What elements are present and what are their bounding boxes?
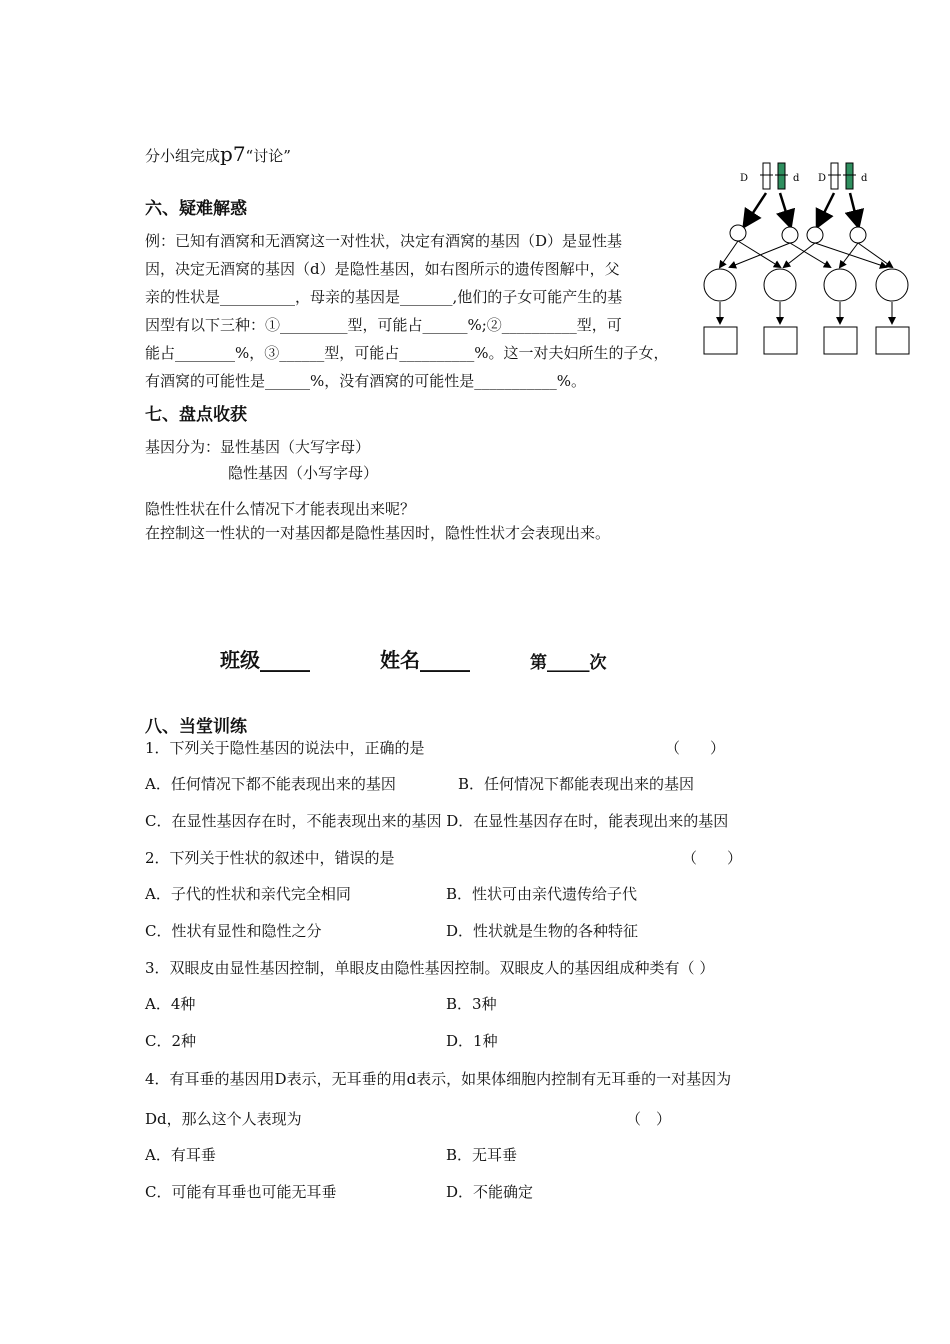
- q2-option-d: D．性状就是生物的各种特征: [446, 922, 639, 940]
- attempt-field-label: 第_____次: [530, 653, 607, 673]
- section7-line-1: 基因分为：显性基因（大写字母）: [145, 438, 371, 456]
- father-chromosome-pair: [740, 163, 800, 189]
- q4-option-b: B．无耳垂: [446, 1146, 518, 1164]
- section6-line-5: 能占________%，③______型，可能占__________%。这一对夫妇所生的子女，: [145, 344, 669, 362]
- gametes: [730, 225, 866, 243]
- page-reference: p7: [220, 142, 246, 166]
- section7-line-2: 隐性基因（小写字母）: [228, 464, 379, 482]
- inheritance-diagram-svg: [700, 155, 920, 365]
- section6-line-1: 例：已知有酒窝和无酒窝这一对性状，决定有酒窝的基因（D）是显性基: [145, 232, 623, 250]
- q2-option-b: B．性状可由亲代遗传给子代: [446, 885, 638, 903]
- section7-line-4: 在控制这一性状的一对基因都是隐性基因时，隐性性状才会表现出来。: [145, 524, 611, 542]
- section7-line-3: 隐性性状在什么情况下才能表现出来呢？: [145, 500, 416, 518]
- q1-option-a: A．任何情况下都不能表现出来的基因: [145, 775, 396, 793]
- father-gene-d: d: [793, 173, 800, 184]
- q4-option-d: D．不能确定: [446, 1183, 534, 1201]
- q1-answer-bracket: （ ）: [665, 739, 726, 757]
- section6-line-2: 因，决定无酒窝的基因（d）是隐性基因，如右图所示的遗传图解中，父: [145, 260, 620, 278]
- mother-gene-D: D: [818, 173, 827, 184]
- q2-answer-bracket: （ ）: [682, 849, 743, 867]
- q1-stem: 1．下列关于隐性基因的说法中，正确的是: [145, 739, 425, 757]
- q3-stem: 3．双眼皮由显性基因控制，单眼皮由隐性基因控制。双眼皮人的基因组成种类有（ ）: [145, 959, 715, 977]
- q2-stem: 2．下列关于性状的叙述中，错误的是: [145, 849, 395, 867]
- intro-line: [145, 142, 291, 166]
- q3-option-c: C．2种: [145, 1032, 197, 1050]
- q2-option-c: C．性状有显性和隐性之分: [145, 922, 322, 940]
- q3-option-d: D．1种: [446, 1032, 498, 1050]
- section8-title: 八、当堂训练: [145, 717, 247, 737]
- q4-option-c: C．可能有耳垂也可能无耳垂: [145, 1183, 337, 1201]
- section6-title: 六、疑难解惑: [145, 199, 247, 219]
- father-gene-D: D: [740, 173, 749, 184]
- section6-line-4: 因型有以下三种：①_________型，可能占______%;②__________型，可: [145, 316, 622, 334]
- section6-line-3: 亲的性状是__________，母亲的基因是_______,他们的子女可能产生的基: [145, 288, 623, 306]
- q4-stem-line-1: 4．有耳垂的基因用D表示，无耳垂的用d表示，如果体细胞内控制有无耳垂的一对基因为: [145, 1070, 732, 1088]
- q1-option-cd: C．在显性基因存在时，不能表现出来的基因 D．在显性基因存在时，能表现出来的基因: [145, 812, 729, 830]
- intro-discussion: “讨论”: [245, 147, 291, 165]
- q3-option-b: B．3种: [446, 995, 497, 1013]
- class-field-label: 班级_____: [220, 648, 310, 672]
- mother-gene-d: d: [861, 173, 868, 184]
- inheritance-diagram: [700, 155, 920, 365]
- phenotype-boxes: [704, 327, 909, 354]
- name-field-label: 姓名_____: [380, 648, 470, 672]
- section6-line-6: 有酒窝的可能性是______%，没有酒窝的可能性是___________%。: [145, 372, 587, 390]
- offspring-cells: [704, 269, 908, 301]
- q4-option-a: A．有耳垂: [145, 1146, 216, 1164]
- section7-title: 七、盘点收获: [145, 405, 247, 425]
- q4-answer-bracket: （ ）: [626, 1110, 672, 1128]
- q3-option-a: A．4种: [145, 995, 196, 1013]
- q4-stem-line-2: Dd，那么这个人表现为: [145, 1110, 302, 1128]
- q1-option-b: B．任何情况下都能表现出来的基因: [458, 775, 695, 793]
- mother-chromosome-pair: [818, 163, 868, 189]
- intro-text: 分小组完成: [145, 147, 221, 165]
- q2-option-a: A．子代的性状和亲代完全相同: [145, 885, 351, 903]
